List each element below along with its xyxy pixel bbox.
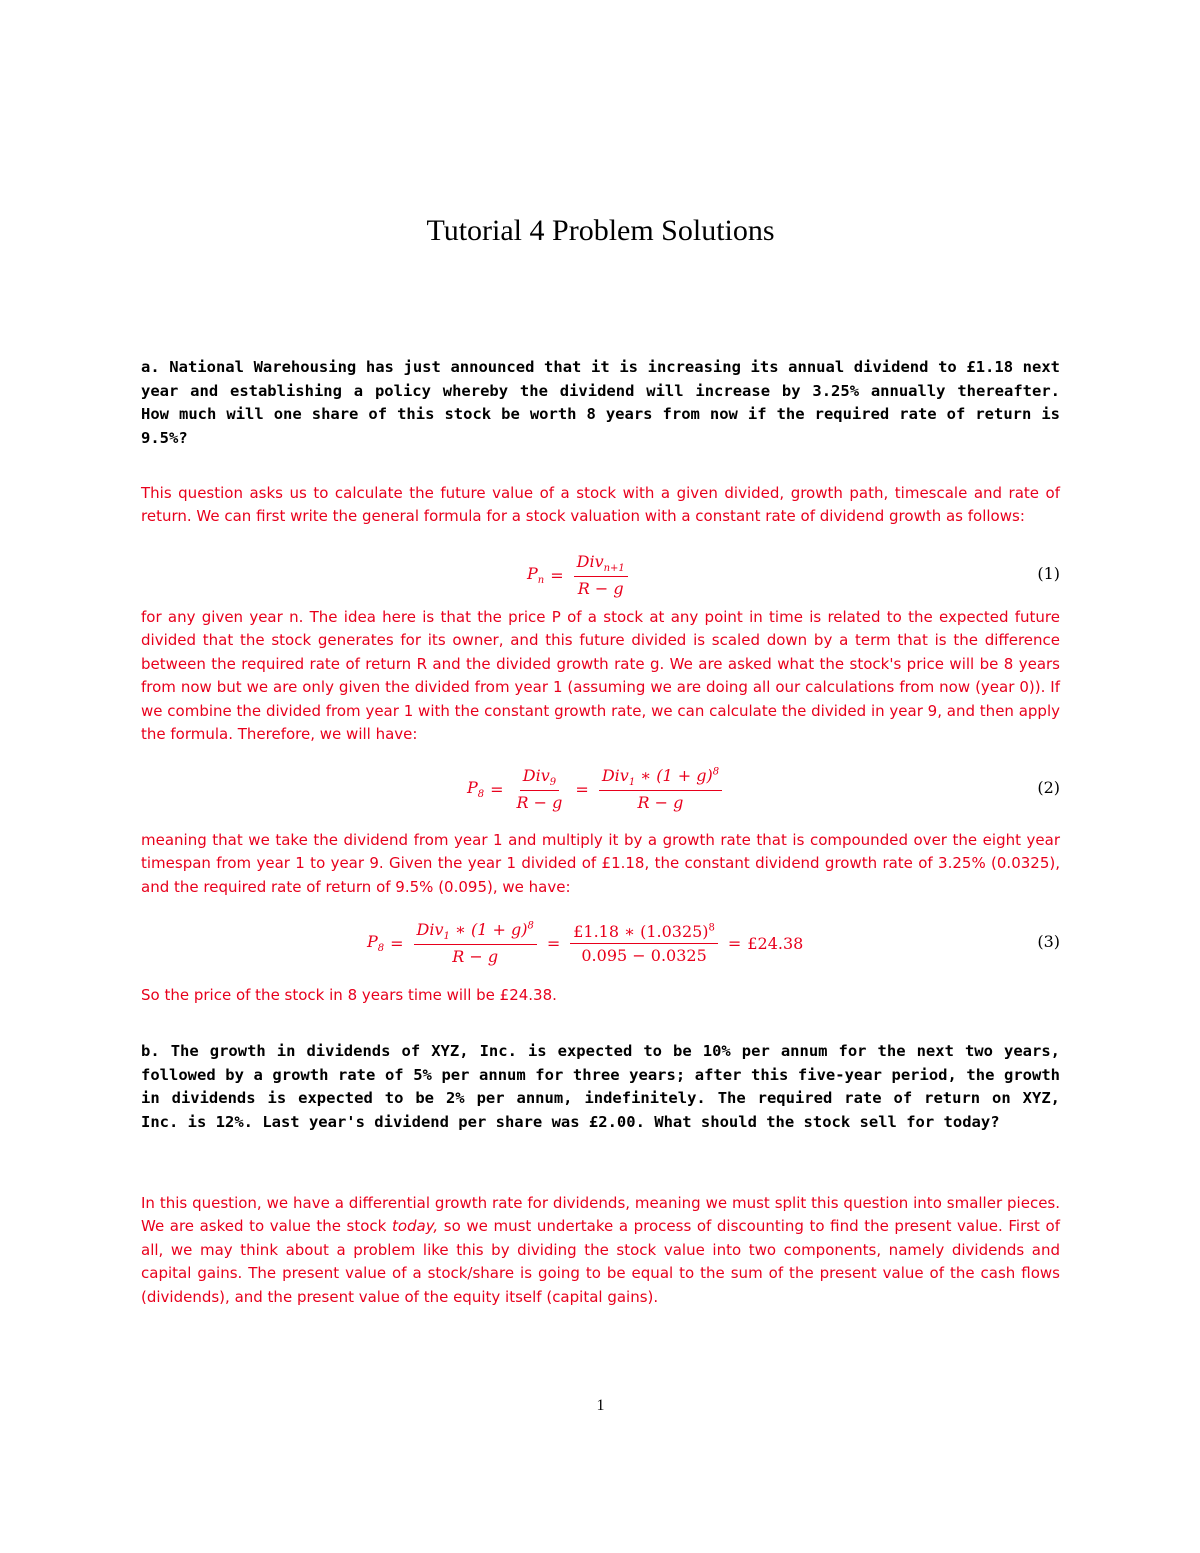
eq3-result: £24.38 [747,933,804,953]
question-b: b. The growth in dividends of XYZ, Inc. is expected to be 10% per annum for the next two years, followed by a growth rate of 5% per annum for three years; after this five-year period, the growth in dividends is expected to be 2% per annum, indefinitely. The required rate of return on XYZ, Inc. is 12%. Last year's dividend per share was £2.00. What should the stock sell for today? [141,1042,1060,1131]
equation-1: $P_n$ = $\frac{Div_{n+1}}{R - g}$ (1) [527,551,1060,599]
answer-b: In this question, we have a differential growth rate for dividends, meaning we must split this question into smaller pieces. We are asked to value the stock today, so we must undertake a process of discounting to find the present value. First of all, we may think about a problem like this by dividing the stock value into two components, namely dividends and capital gains. The present value of a stock/share is going to be equal to the sum of the present value of the cash flows (dividends), and the present value of the equity itself (capital gains). [141,1194,1060,1306]
answer-a-intro: This question asks us to calculate the future value of a stock with a given divided, growth path, timescale and rate of return. We can first write the general formula for a stock valuation with a constant rate of dividend growth as follows: [141,484,1060,526]
equation-3: $P_8$ = $\frac{Div_1 ∗ (1 + g)^8}{R - g}$ = $\frac{£1.18 ∗ (1.0325)^8}{0.095 - 0.0325}$ = £24.38 (3) [367,919,1060,967]
question-a: a. National Warehousing has just announced that it is increasing its annual dividend to £1.18 next year and establishing a policy whereby the dividend will increase by 3.25% annually thereafter. How much will one share of this stock be worth 8 years from now if the required rate of return is 9.5%? [141,358,1060,447]
eq3-fraction-2: $\frac{£1.18 ∗ (1.0325)^8}{0.095 - 0.0325}$ [570,922,718,965]
equation-number: (1) [1037,564,1060,583]
page-number: 1 [596,1397,605,1414]
answer-a-conclusion: So the price of the stock in 8 years time will be £24.38. [141,986,557,1004]
eq2-fraction-1: $\frac{Div_9}{R - g}$ [516,765,563,813]
answer-a-explanation: for any given year n. The idea here is that the price P of a stock at any point in time is related to the expected future divided that the stock generates for its owner, and this future divided is scaled down by a term that is the difference between the required rate of return R and the divided growth rate g. We are asked what the stock's price will be 8 years from now but we are only given the divided from year 1 (assuming we are doing all our calculations from now (year 0)). If we combine the divided from year 1 with the constant growth rate, we can calculate the divided in year 9, and then apply the formula. Therefore, we will have: [141,608,1060,744]
eq1-lhs: $P_n$ [527,563,545,587]
eq1-fraction: $\frac{Div_{n+1}}{R - g}$ [574,552,628,598]
equation-2: $P_8$ = $\frac{Div_9}{R - g}$ = $\frac{Div_1 ∗ (1 + g)^8}{R - g}$ (2) [467,765,1060,813]
answer-a-calculation: meaning that we take the dividend from year 1 and multiply it by a growth rate that is compounded over the eight year timespan from year 1 to year 9. Given the year 1 divided of £1.18, the constant dividend growth rate of 3.25% (0.0325), and the required rate of return of 9.5% (0.095), we have: [141,831,1060,896]
document-page [141,0,1060,1553]
eq2-fraction-2: $\frac{Div_1 ∗ (1 + g)^8}{R - g}$ [599,766,722,812]
equation-number: (2) [1037,778,1060,797]
emphasis-today: today, [391,1217,439,1236]
eq2-lhs: $P_8$ [467,777,485,801]
eq3-lhs: $P_8$ [367,931,385,955]
equation-number: (3) [1037,932,1060,951]
page-title: Tutorial 4 Problem Solutions [426,214,775,247]
eq3-fraction-1: $\frac{Div_1 ∗ (1 + g)^8}{R - g}$ [414,920,537,966]
